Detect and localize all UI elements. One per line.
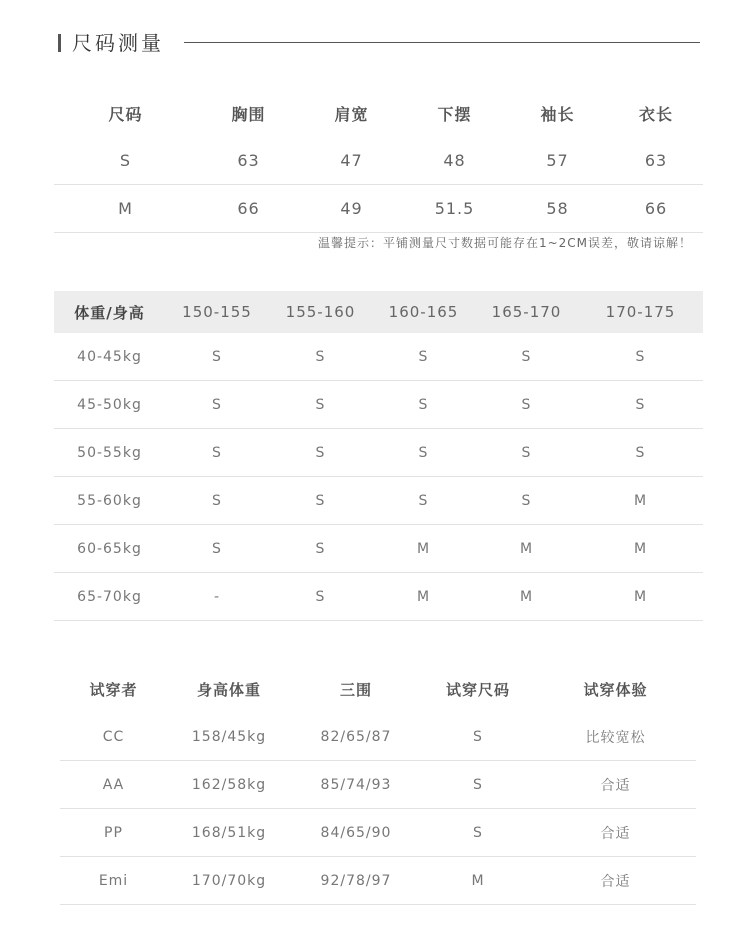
- table-cell: M: [578, 477, 703, 525]
- table-cell: S: [269, 477, 372, 525]
- row-label-cell: 60-65kg: [54, 525, 165, 573]
- table-cell: M: [372, 573, 475, 621]
- table-cell: S: [475, 333, 578, 381]
- table-cell: 63: [609, 137, 703, 185]
- table-cell: 47: [300, 137, 403, 185]
- column-header: 165-170: [475, 291, 578, 333]
- fit-tester-header-row: [60, 665, 696, 713]
- table-cell: S: [269, 429, 372, 477]
- table-cell: M: [475, 573, 578, 621]
- measurement-table-body: [54, 89, 703, 233]
- size-recommendation-table-body: [54, 291, 703, 621]
- table-cell: -: [165, 573, 269, 621]
- table-cell: M: [578, 573, 703, 621]
- table-cell: S: [165, 429, 269, 477]
- row-label-cell: 40-45kg: [54, 333, 165, 381]
- table-cell: 158/45kg: [167, 713, 291, 761]
- row-label-cell: 55-60kg: [54, 477, 165, 525]
- table-cell: S: [165, 381, 269, 429]
- table-cell: S: [578, 381, 703, 429]
- size-recommendation-row: [54, 573, 703, 621]
- table-cell: 170/70kg: [167, 857, 291, 905]
- table-cell: 合适: [535, 857, 696, 905]
- fit-tester-table-body: [60, 665, 696, 905]
- table-cell: S: [372, 477, 475, 525]
- column-header: 170-175: [578, 291, 703, 333]
- column-header: 试穿者: [89, 680, 138, 699]
- table-cell: 85/74/93: [291, 761, 421, 809]
- table-cell: S: [578, 333, 703, 381]
- section-title: 尺码测量: [72, 31, 164, 55]
- header-divider: [184, 42, 700, 43]
- column-header: 肩宽: [334, 104, 369, 124]
- column-header: 试穿体验: [583, 680, 648, 699]
- size-recommendation-row: [54, 381, 703, 429]
- column-header: 胸围: [231, 104, 266, 124]
- table-cell: S: [421, 713, 535, 761]
- table-cell: S: [372, 333, 475, 381]
- section-header: [58, 28, 700, 58]
- column-header: 袖长: [540, 104, 575, 124]
- table-cell: 92/78/97: [291, 857, 421, 905]
- row-label-cell: S: [54, 137, 197, 185]
- table-cell: 51.5: [403, 185, 506, 233]
- table-cell: M: [578, 525, 703, 573]
- table-cell: S: [475, 429, 578, 477]
- size-recommendation-row: [54, 333, 703, 381]
- row-label-cell: M: [54, 185, 197, 233]
- row-label-cell: AA: [60, 761, 167, 809]
- table-cell: S: [165, 525, 269, 573]
- row-label-cell: 50-55kg: [54, 429, 165, 477]
- table-cell: 合适: [535, 809, 696, 857]
- column-header: 下摆: [437, 104, 472, 124]
- table-cell: S: [269, 381, 372, 429]
- column-header: 三围: [339, 680, 372, 699]
- row-label-cell: Emi: [60, 857, 167, 905]
- table-cell: S: [165, 333, 269, 381]
- table-cell: 66: [609, 185, 703, 233]
- table-cell: S: [269, 333, 372, 381]
- table-cell: 168/51kg: [167, 809, 291, 857]
- column-header: 尺码: [108, 104, 143, 124]
- size-recommendation-header-row: [54, 291, 703, 333]
- column-header: 试穿尺码: [445, 680, 510, 699]
- table-cell: S: [165, 477, 269, 525]
- column-header: 衣长: [638, 104, 673, 124]
- column-header: 身高体重: [196, 680, 261, 699]
- measurement-table: [54, 89, 703, 233]
- table-cell: S: [372, 381, 475, 429]
- column-header: 150-155: [165, 291, 269, 333]
- fit-tester-row: [60, 809, 696, 857]
- fit-tester-row: [60, 713, 696, 761]
- table-cell: S: [269, 573, 372, 621]
- table-cell: S: [421, 761, 535, 809]
- size-recommendation-row: [54, 477, 703, 525]
- row-label-cell: CC: [60, 713, 167, 761]
- table-cell: S: [269, 525, 372, 573]
- table-cell: 82/65/87: [291, 713, 421, 761]
- table-cell: M: [421, 857, 535, 905]
- fit-tester-row: [60, 857, 696, 905]
- table-cell: S: [421, 809, 535, 857]
- table-cell: 49: [300, 185, 403, 233]
- row-label-cell: 45-50kg: [54, 381, 165, 429]
- table-cell: 48: [403, 137, 506, 185]
- table-cell: 57: [506, 137, 609, 185]
- table-cell: 58: [506, 185, 609, 233]
- table-cell: 比较宽松: [535, 713, 696, 761]
- measurement-row: [54, 185, 703, 233]
- column-header: 体重/身高: [54, 291, 165, 333]
- fit-tester-row: [60, 761, 696, 809]
- measurement-row: [54, 137, 703, 185]
- column-header: 155-160: [269, 291, 372, 333]
- column-header: 160-165: [372, 291, 475, 333]
- table-cell: M: [475, 525, 578, 573]
- table-cell: S: [372, 429, 475, 477]
- table-cell: S: [578, 429, 703, 477]
- table-cell: 合适: [535, 761, 696, 809]
- table-cell: 162/58kg: [167, 761, 291, 809]
- table-cell: S: [475, 381, 578, 429]
- measurement-header-row: [54, 89, 703, 137]
- table-cell: S: [475, 477, 578, 525]
- size-recommendation-row: [54, 429, 703, 477]
- measurement-note: 温馨提示：平铺测量尺寸数据可能存在1~2CM误差，敬请谅解！: [317, 236, 692, 250]
- size-recommendation-row: [54, 525, 703, 573]
- table-cell: 66: [197, 185, 300, 233]
- title-accent-bar: [58, 34, 61, 52]
- size-recommendation-table: [54, 291, 703, 621]
- fit-tester-table: [60, 665, 696, 905]
- row-label-cell: PP: [60, 809, 167, 857]
- table-cell: 63: [197, 137, 300, 185]
- row-label-cell: 65-70kg: [54, 573, 165, 621]
- table-cell: M: [372, 525, 475, 573]
- table-cell: 84/65/90: [291, 809, 421, 857]
